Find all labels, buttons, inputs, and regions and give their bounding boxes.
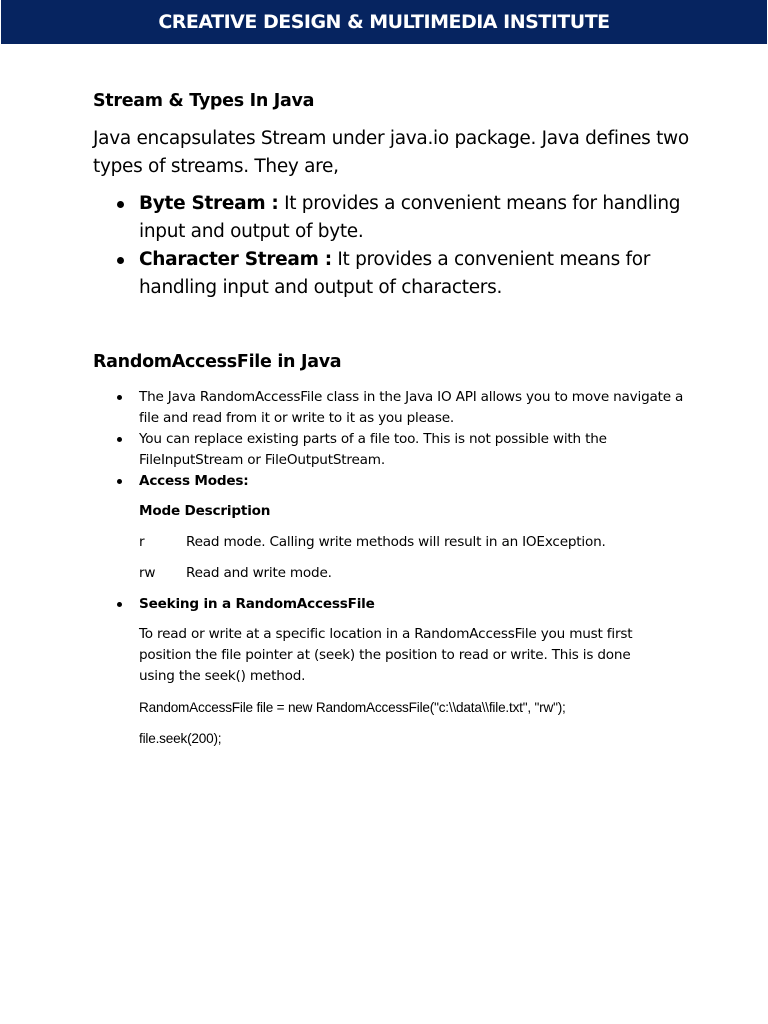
list-item-access-modes: Access Modes: <box>139 471 699 492</box>
list-item-byte-stream <box>139 190 699 246</box>
section-heading-streams: Stream & Types In Java <box>93 91 315 111</box>
list-item-raf-intro: The Java RandomAccessFile class in the Java IO API allows you to move navigate a file and read from it or write to it as you please. <box>139 387 699 429</box>
stream-types-list <box>139 190 699 302</box>
mode-code: rw <box>139 565 156 581</box>
code-line-randomaccessfile: RandomAccessFile file = new RandomAccessFile("c:\\data\\file.txt", "rw"); <box>139 700 566 715</box>
randomaccessfile-list <box>139 387 699 492</box>
mode-row-r <box>139 532 606 553</box>
mode-table-header: Mode Description <box>139 503 271 519</box>
mode-row-rw <box>139 563 332 584</box>
byte-stream-term: Byte Stream : <box>139 193 279 214</box>
institute-title: CREATIVE DESIGN & MULTIMEDIA INSTITUTE <box>158 11 610 33</box>
character-stream-term: Character Stream : <box>139 249 332 270</box>
mode-code: r <box>139 534 145 550</box>
byte-stream-description: It provides a convenient means for handling input and output of byte. <box>139 193 681 242</box>
seeking-heading: Seeking in a RandomAccessFile <box>139 596 375 612</box>
character-stream-description: It provides a convenient means for handling input and output of characters. <box>139 249 651 298</box>
list-item-character-stream <box>139 246 699 302</box>
streams-intro-paragraph: Java encapsulates Stream under java.io package. Java defines two types of streams. They are, <box>93 128 689 177</box>
mode-description: Read and write mode. <box>186 565 332 581</box>
list-item-raf-replace: You can replace existing parts of a file too. This is not possible with the FileInputStream or FileOutputStream. <box>139 429 699 471</box>
section-heading-randomaccessfile: RandomAccessFile in Java <box>93 352 342 372</box>
code-line-seek: file.seek(200); <box>139 731 222 746</box>
seeking-paragraph: To read or write at a specific location in a RandomAccessFile you must first position the file pointer at (seek) the position to read or write. This is done using the seek() method. <box>139 626 633 684</box>
seeking-bullet <box>117 602 122 607</box>
mode-description: Read mode. Calling write methods will result in an IOException. <box>186 534 606 550</box>
header-banner <box>1 0 767 44</box>
